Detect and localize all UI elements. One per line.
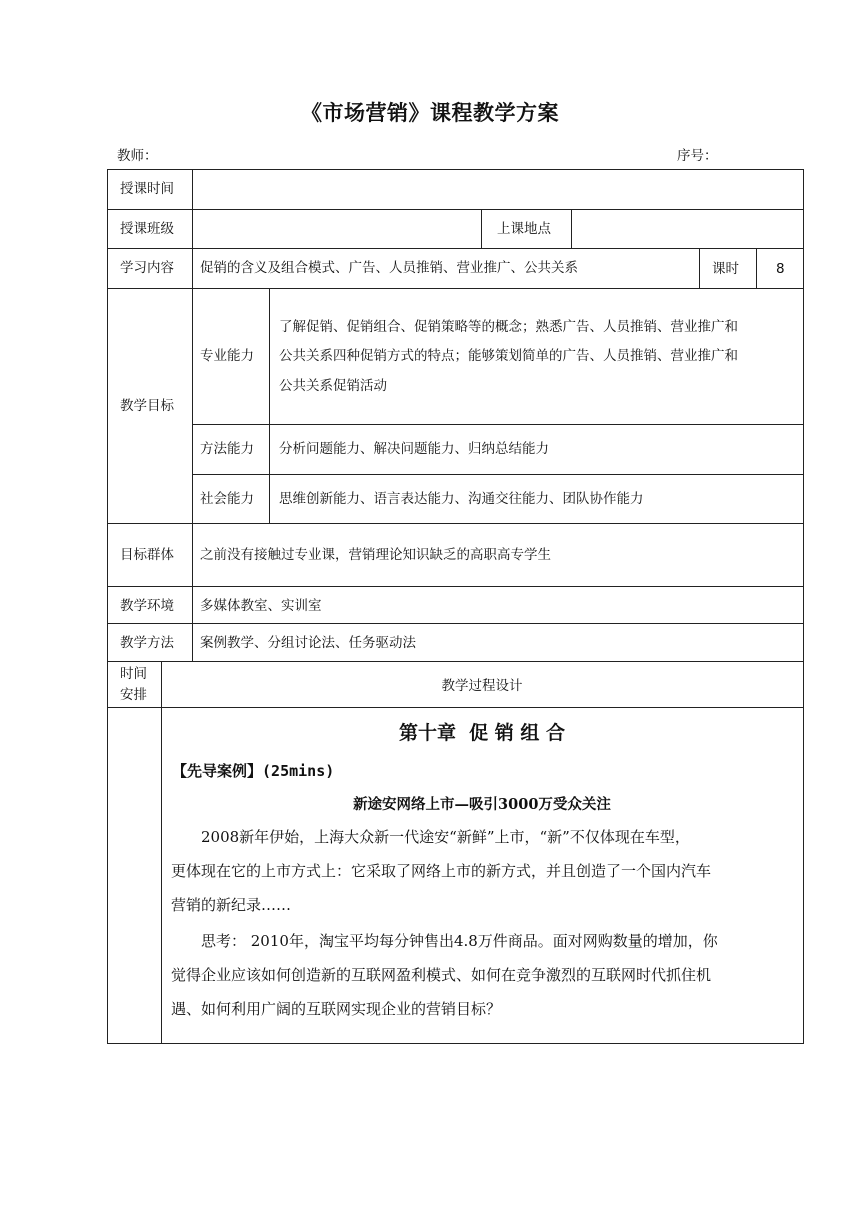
row-line (192, 474, 804, 475)
pro-ability-label: 专业能力 (200, 348, 254, 364)
col-line (481, 209, 482, 248)
row-line (107, 707, 804, 708)
content-label: 学习内容 (120, 260, 174, 276)
social-ability-value: 思维创新能力、语言表达能力、沟通交往能力、团队协作能力 (279, 491, 644, 507)
case-paragraph-line: 营销的新纪录…… (171, 896, 292, 914)
lead-case-label: 【先导案例】 (172, 762, 263, 780)
serial-label: 序号： (677, 148, 718, 164)
chapter-title: 第十章 促 销 组 合 (398, 722, 566, 744)
target-value: 之前没有接触过专业课，营销理论知识缺乏的高职高专学生 (200, 547, 551, 563)
time-arrange-label: 安排 (120, 687, 147, 703)
content-value: 促销的含义及组合模式、广告、人员推销、营业推广、公共关系 (200, 260, 578, 276)
case-paragraph-line: 2008新年伊始，上海大众新一代途安“新鲜”上市，“新”不仅体现在车型， (201, 828, 690, 846)
time-arrange-label: 时间 (120, 666, 147, 682)
method-ability-value: 分析问题能力、解决问题能力、归纳总结能力 (279, 441, 549, 457)
col-line (699, 248, 700, 288)
document-title: 《市场营销》课程教学方案 (301, 101, 559, 125)
pro-ability-line: 公共关系促销活动 (279, 378, 387, 394)
col-line (803, 169, 804, 1044)
col-line (756, 248, 757, 288)
question-paragraph-line: 觉得企业应该如何创造新的互联网盈利模式、如何在竞争激烈的互联网时代抓住机 (171, 966, 712, 984)
social-ability-label: 社会能力 (200, 491, 254, 507)
lead-case-time: (25mins) (262, 762, 335, 780)
row-line (107, 1043, 804, 1044)
class-label: 授课班级 (120, 221, 174, 237)
row-line (107, 288, 804, 289)
goals-label: 教学目标 (120, 398, 174, 414)
env-label: 教学环境 (120, 598, 174, 614)
location-label: 上课地点 (497, 221, 551, 237)
row-line (107, 209, 804, 210)
case-paragraph-line: 更体现在它的上市方式上：它采取了网络上市的新方式，并且创造了一个国内汽车 (171, 862, 712, 880)
col-line (107, 169, 108, 1044)
target-label: 目标群体 (120, 547, 174, 563)
method-ability-label: 方法能力 (200, 441, 254, 457)
hours-value: 8 (776, 261, 785, 277)
row-line (107, 169, 804, 170)
hours-label: 课时 (712, 261, 739, 277)
col-line (269, 288, 270, 523)
row-line (107, 523, 804, 524)
teacher-label: 教师： (117, 148, 158, 164)
row-line (107, 586, 804, 587)
case-title: 新途安网络上市—吸引3000万受众关注 (353, 796, 611, 813)
pro-ability-line: 了解促销、促销组合、促销策略等的概念；熟悉广告、人员推销、营业推广和 (279, 319, 738, 335)
method-label: 教学方法 (120, 635, 174, 651)
col-line (192, 169, 193, 661)
row-line (107, 623, 804, 624)
row-line (192, 424, 804, 425)
method-value: 案例教学、分组讨论法、任务驱动法 (200, 635, 416, 651)
process-label: 教学过程设计 (441, 678, 523, 694)
lead-case-heading (172, 760, 334, 781)
time-label: 授课时间 (120, 181, 174, 197)
pro-ability-line: 公共关系四种促销方式的特点；能够策划简单的广告、人员推销、营业推广和 (279, 348, 738, 364)
row-line (107, 661, 804, 662)
question-paragraph-line: 遇、如何利用广阔的互联网实现企业的营销目标？ (171, 1000, 502, 1018)
env-value: 多媒体教室、实训室 (200, 598, 322, 614)
question-paragraph-line: 思考： 2010年，淘宝平均每分钟售出4.8万件商品。面对网购数量的增加，你 (201, 932, 718, 950)
col-line (571, 209, 572, 248)
